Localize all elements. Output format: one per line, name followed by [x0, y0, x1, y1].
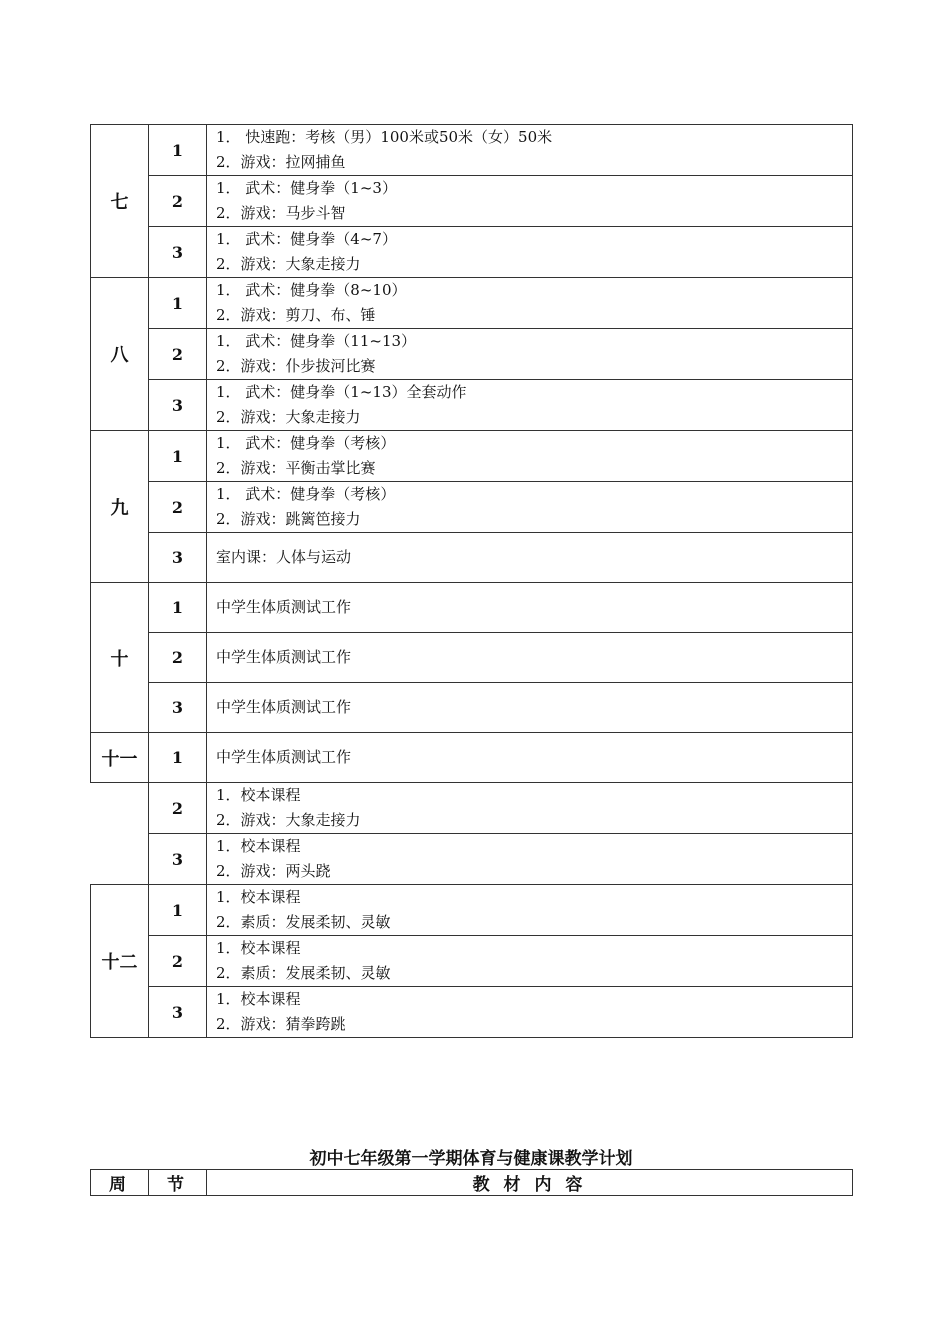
section-number: 3	[149, 834, 207, 885]
lesson-content	[207, 783, 853, 834]
lesson-content	[207, 533, 853, 583]
week-label: 七	[91, 125, 149, 278]
content-line: 室内课：人体与运动	[216, 548, 352, 566]
content-line: 1． 武术：健身拳（4~7）	[216, 230, 397, 248]
section-number: 2	[149, 936, 207, 987]
week-label: 十二	[91, 885, 149, 1038]
content-line: 2．素质：发展柔韧、灵敏	[216, 913, 391, 931]
content-line: 2．游戏：猜拳跨跳	[216, 1015, 346, 1033]
lesson-content	[207, 885, 853, 936]
section-number: 1	[149, 278, 207, 329]
lesson-content	[207, 936, 853, 987]
lesson-content	[207, 380, 853, 431]
header-week: 周	[91, 1170, 149, 1196]
content-line: 2．游戏：马步斗智	[216, 204, 346, 222]
lesson-content	[207, 683, 853, 733]
empty-week-cell	[91, 783, 149, 885]
table-row	[91, 125, 853, 176]
plan-header-table	[90, 1169, 853, 1196]
table-row	[91, 885, 853, 936]
table-row	[91, 834, 853, 885]
section-number: 3	[149, 987, 207, 1038]
content-line: 1．校本课程	[216, 939, 301, 957]
content-line: 2．游戏：跳篱笆接力	[216, 510, 361, 528]
content-line: 1．校本课程	[216, 837, 301, 855]
content-line: 中学生体质测试工作	[216, 598, 352, 616]
section-number: 1	[149, 125, 207, 176]
content-line: 2．游戏：平衡击掌比赛	[216, 459, 376, 477]
header-row	[91, 1170, 853, 1196]
lesson-content	[207, 733, 853, 783]
table-row	[91, 482, 853, 533]
content-line: 中学生体质测试工作	[216, 698, 352, 716]
table-row	[91, 431, 853, 482]
content-line: 2．游戏：大象走接力	[216, 255, 361, 273]
lesson-content	[207, 176, 853, 227]
content-line: 2．游戏：仆步拔河比赛	[216, 357, 376, 375]
content-line: 2．游戏：剪刀、布、锤	[216, 306, 376, 324]
lesson-content	[207, 278, 853, 329]
section-number: 2	[149, 783, 207, 834]
section-number: 3	[149, 533, 207, 583]
schedule-table	[90, 124, 853, 1038]
table-row	[91, 583, 853, 633]
content-line: 1． 武术：健身拳（1~3）	[216, 179, 397, 197]
table-row	[91, 533, 853, 583]
content-line: 1． 武术：健身拳（考核）	[216, 434, 396, 452]
table-row	[91, 227, 853, 278]
content-line: 2．游戏：大象走接力	[216, 811, 361, 829]
lesson-content	[207, 227, 853, 278]
section-number: 2	[149, 633, 207, 683]
week-label: 十一	[91, 733, 149, 783]
content-line: 1． 武术：健身拳（8~10）	[216, 281, 407, 299]
table-row	[91, 380, 853, 431]
table-row	[91, 176, 853, 227]
lesson-content	[207, 125, 853, 176]
section-number: 2	[149, 482, 207, 533]
week-label: 九	[91, 431, 149, 583]
section-number: 3	[149, 227, 207, 278]
plan-title: 初中七年级第一学期体育与健康课教学计划	[309, 1149, 633, 1169]
table-row	[91, 783, 853, 834]
content-line: 1． 武术：健身拳（11~13）	[216, 332, 417, 350]
week-label: 八	[91, 278, 149, 431]
content-line: 1．校本课程	[216, 990, 301, 1008]
section-number: 1	[149, 885, 207, 936]
section-number: 2	[149, 176, 207, 227]
content-line: 1． 武术：健身拳（1~13）全套动作	[216, 383, 467, 401]
content-line: 2．素质：发展柔韧、灵敏	[216, 964, 391, 982]
header-section: 节	[149, 1170, 207, 1196]
table-row	[91, 987, 853, 1038]
table-row	[91, 936, 853, 987]
content-line: 2．游戏：大象走接力	[216, 408, 361, 426]
lesson-content	[207, 987, 853, 1038]
section-number: 2	[149, 329, 207, 380]
content-line: 中学生体质测试工作	[216, 748, 352, 766]
lesson-content	[207, 633, 853, 683]
lesson-content	[207, 431, 853, 482]
content-line: 1．校本课程	[216, 786, 301, 804]
section-number: 1	[149, 583, 207, 633]
section-number: 3	[149, 683, 207, 733]
section-number: 1	[149, 733, 207, 783]
content-line: 1． 武术：健身拳（考核）	[216, 485, 396, 503]
header-content: 教 材 内 容	[207, 1170, 853, 1196]
content-line: 2．游戏：两头跷	[216, 862, 331, 880]
lesson-content	[207, 329, 853, 380]
lesson-content	[207, 583, 853, 633]
table-row	[91, 683, 853, 733]
content-line: 1． 快速跑：考核（男）100米或50米（女）50米	[216, 128, 553, 146]
content-line: 1．校本课程	[216, 888, 301, 906]
content-line: 中学生体质测试工作	[216, 648, 352, 666]
table-row	[91, 278, 853, 329]
section-number: 1	[149, 431, 207, 482]
lesson-content	[207, 482, 853, 533]
table-row	[91, 633, 853, 683]
week-label: 十	[91, 583, 149, 733]
table-row	[91, 329, 853, 380]
lesson-content	[207, 834, 853, 885]
content-line: 2．游戏：拉网捕鱼	[216, 153, 346, 171]
section-number: 3	[149, 380, 207, 431]
table-row	[91, 733, 853, 783]
